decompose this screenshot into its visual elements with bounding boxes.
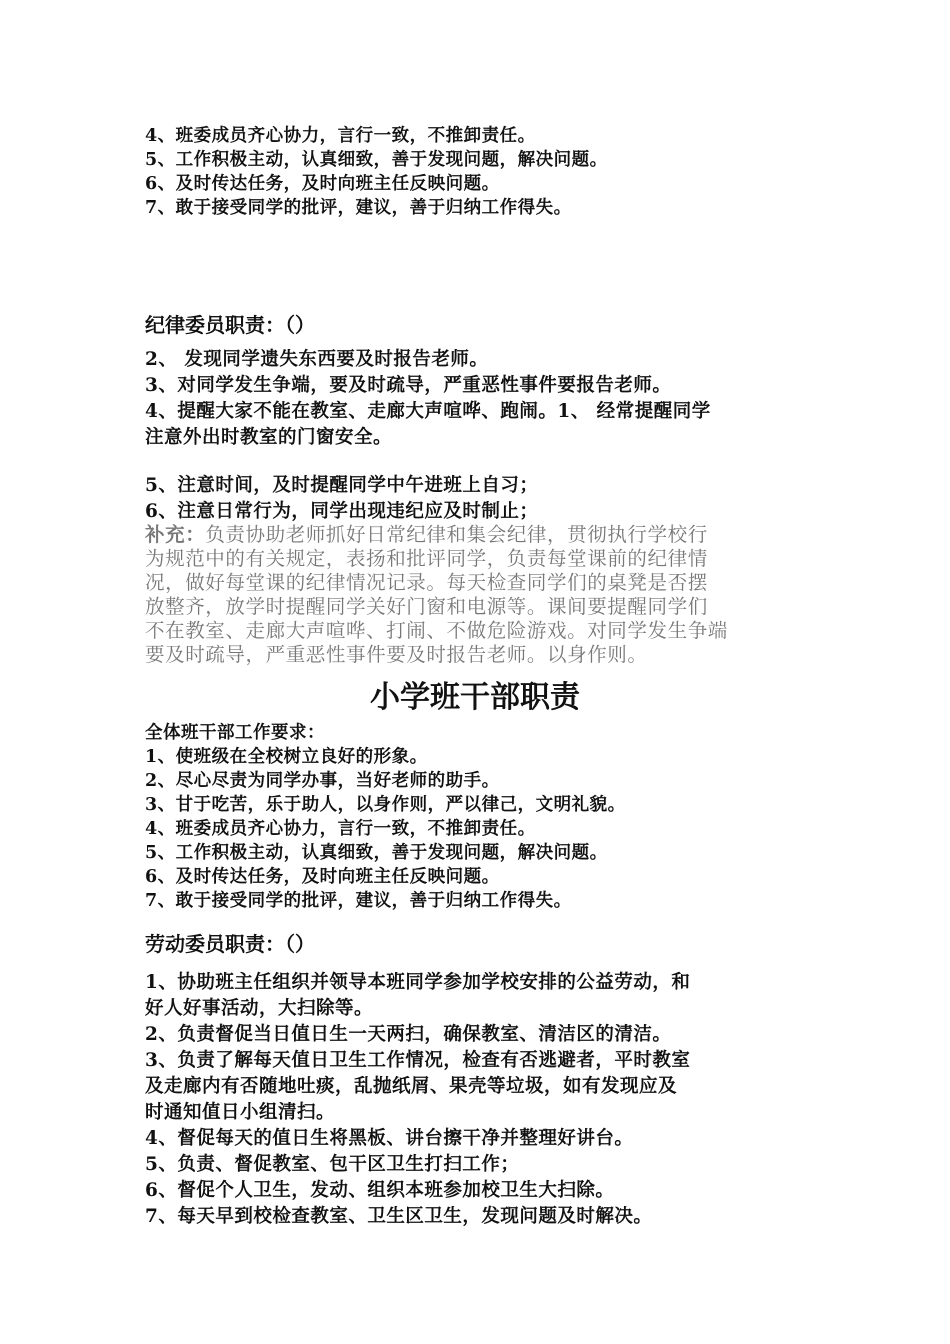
list-item: 5、工作积极主动，认真细致，善于发现问题，解决问题。	[145, 843, 608, 863]
list-item: 3、甘于吃苦，乐于助人，以身作则，严以律己，文明礼貌。	[145, 795, 626, 815]
list-item: 7、每天早到校检查教室、卫生区卫生，发现问题及时解决。	[145, 1206, 653, 1227]
list-item: 好人好事活动，大扫除等。	[145, 998, 374, 1019]
supplement-line: 补充：负责协助老师抓好日常纪律和集会纪律，贯彻执行学校行	[145, 523, 708, 546]
list-item: 6、督促个人卫生，发动、组织本班参加校卫生大扫除。	[145, 1180, 615, 1201]
list-item: 1、协助班主任组织并领导本班同学参加学校安排的公益劳动，和	[145, 972, 691, 993]
list-item: 4、班委成员齐心协力，言行一致，不推卸责任。	[145, 126, 536, 146]
list-item: 2、负责督促当日值日生一天两扫，确保教室、清洁区的清洁。	[145, 1024, 672, 1045]
list-item: 3、负责了解每天值日卫生工作情况，检查有否逃避者，平时教室	[145, 1050, 691, 1071]
supplement-line: 要及时疏导，严重恶性事件要及时报告老师。以身作则。	[145, 643, 648, 666]
supplement-line: 况，做好每堂课的纪律情况记录。每天检查同学们的桌凳是否摆	[145, 571, 708, 594]
general-intro: 全体班干部工作要求：	[145, 723, 325, 743]
discipline-heading-block	[145, 311, 815, 339]
list-item: 1、使班级在全校树立良好的形象。	[145, 747, 428, 767]
supplement-label: 补充：	[145, 523, 206, 546]
list-item: 6、及时传达任务，及时向班主任反映问题。	[145, 174, 500, 194]
supplement-line: 为规范中的有关规定，表扬和批评同学，负责每堂课前的纪律情	[145, 547, 708, 570]
supplement-line: 不在教室、走廊大声喧哗、打闹、不做危险游戏。对同学发生争端	[145, 619, 728, 642]
list-item: 4、提醒大家不能在教室、走廊大声喧哗、跑闹。1、 经常提醒同学	[145, 401, 711, 422]
list-item: 注意外出时教室的门窗安全。	[145, 427, 393, 448]
labor-list	[145, 970, 815, 1230]
list-item: 时通知值日小组清扫。	[145, 1102, 336, 1123]
labor-heading: 劳动委员职责：（）	[145, 932, 315, 956]
discipline-heading: 纪律委员职责：（）	[145, 313, 315, 337]
supplement-line: 放整齐，放学时提醒同学关好门窗和电源等。课间要提醒同学们	[145, 595, 708, 618]
labor-heading-block	[145, 930, 815, 958]
list-item: 3、对同学发生争端，要及时疏导，严重恶性事件要报告老师。	[145, 375, 672, 396]
list-item: 4、督促每天的值日生将黑板、讲台擦干净并整理好讲台。	[145, 1128, 634, 1149]
list-item: 2、 发现同学遗失东西要及时报告老师。	[145, 349, 489, 370]
list-item: 6、及时传达任务，及时向班主任反映问题。	[145, 867, 500, 887]
list-item: 7、敢于接受同学的批评，建议，善于归纳工作得失。	[145, 891, 572, 911]
list-item: 2、尽心尽责为同学办事，当好老师的助手。	[145, 771, 500, 791]
list-item: 7、敢于接受同学的批评，建议，善于归纳工作得失。	[145, 198, 572, 218]
discipline-list	[145, 347, 815, 451]
list-item: 5、注意时间，及时提醒同学中午进班上自习；	[145, 475, 539, 496]
list-item: 5、工作积极主动，认真细致，善于发现问题，解决问题。	[145, 150, 608, 170]
list-item: 及走廊内有否随地吐痰，乱抛纸屑、果壳等垃圾，如有发现应及	[145, 1076, 678, 1097]
list-item: 4、班委成员齐心协力，言行一致，不推卸责任。	[145, 819, 536, 839]
discipline-supplement	[145, 523, 815, 667]
top-requirements-list	[145, 124, 815, 220]
page-title: 小学班干部职责	[370, 680, 580, 715]
list-item: 5、负责、督促教室、包干区卫生打扫工作；	[145, 1154, 520, 1175]
discipline-list-2	[145, 473, 815, 525]
general-requirements	[145, 721, 815, 913]
list-item: 6、注意日常行为，同学出现违纪应及时制止；	[145, 501, 539, 522]
